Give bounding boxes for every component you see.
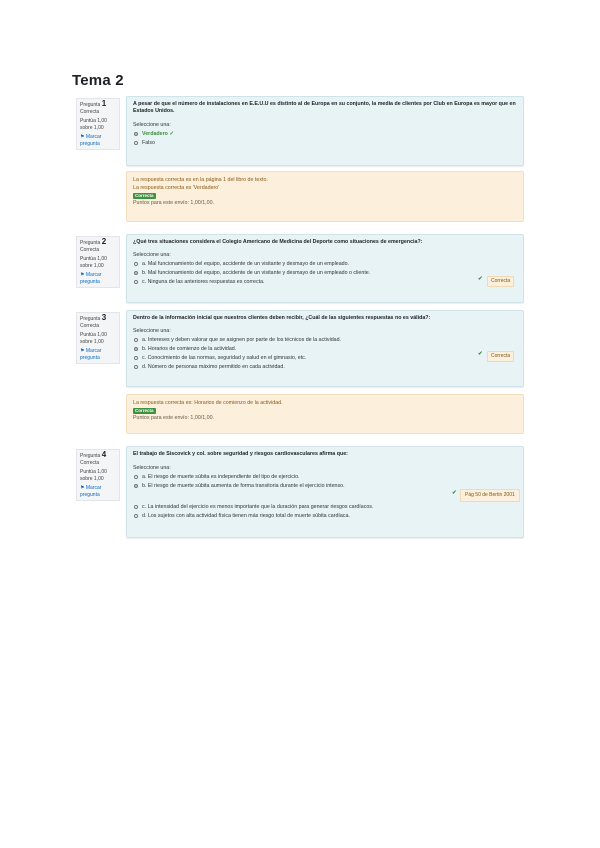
question-info-2	[76, 236, 120, 288]
answer-option[interactable]: Verdadero ✓	[133, 131, 517, 138]
radio-icon	[134, 356, 138, 360]
radio-icon	[134, 262, 138, 266]
question-text: El trabajo de Siscovick y col. sobre seguridad y riesgos cardiovasculares afirma que:	[133, 451, 348, 457]
question-status: Correcta	[80, 322, 100, 329]
answer-option[interactable]: c. La intensidad del ejercicio es menos importante que la duración para generar riesgos cardíacos.	[133, 504, 517, 511]
feedback-score: Puntos para este envío: 1,00/1,00.	[133, 200, 214, 206]
radio-icon	[134, 514, 138, 518]
question-box-4	[126, 446, 524, 538]
question-status: Correcta	[80, 246, 100, 253]
flag-icon: ⚑	[80, 272, 86, 278]
answer-option[interactable]: c. Conocimiento de las normas, seguridad y salud en el gimnasio, etc.	[133, 355, 517, 362]
question-box-3	[126, 310, 524, 387]
flag-icon: ⚑	[80, 348, 86, 354]
checkmark-icon: ✔	[478, 351, 483, 357]
flag-question-link[interactable]: ⚑ Marcar pregunta	[80, 348, 102, 361]
flag-question-link[interactable]: ⚑ Marcar pregunta	[80, 272, 102, 285]
feedback-box-1	[126, 171, 524, 222]
checkmark-icon: ✔	[478, 276, 483, 282]
answer-option[interactable]: Falso	[133, 140, 517, 147]
select-prompt: Seleccione una:	[133, 465, 171, 471]
radio-selected-icon	[134, 271, 138, 275]
answer-option[interactable]: d. Número de personas máximo permitido en cada actividad.	[133, 364, 517, 371]
question-status: Correcta	[80, 459, 100, 466]
select-prompt: Seleccione una:	[133, 328, 171, 334]
correct-tag: Correcta	[487, 351, 514, 362]
correct-badge: Correcta	[135, 408, 154, 413]
feedback-line: La respuesta correcta es: Horarios de comienzo de la actividad.	[133, 400, 283, 406]
flag-question-link[interactable]: ⚑ Marcar pregunta	[80, 485, 102, 498]
question-number: Pregunta 4	[80, 450, 107, 459]
answer-option[interactable]: c. Ninguna de las anteriores respuestas es correcta.	[133, 279, 517, 286]
question-status: Correcta	[80, 108, 100, 115]
feedback-line: La respuesta correcta es en la página 1 del libro de texto.	[133, 177, 268, 183]
correct-badge: Correcta	[135, 193, 154, 198]
question-score: Puntúa 1,00 sobre 1,00	[80, 118, 107, 131]
radio-selected-icon	[134, 132, 138, 136]
question-number: Pregunta 3	[80, 313, 107, 322]
question-text: A pesar de que el número de instalaciones en E.E.U.U es distinto al de Europa en su conjunto, la media de clientes por Club en Europa es mayor que en Estados Unidos.	[133, 101, 516, 114]
question-info-1	[76, 98, 120, 150]
question-text: ¿Qué tres situaciones considera el Colegio Americano de Medicina del Deporte como situaciones de emergencia?:	[133, 239, 423, 245]
radio-icon	[134, 280, 138, 284]
answer-option[interactable]: a. El riesgo de muerte súbita es independiente del tipo de ejercicio.	[133, 474, 517, 481]
answer-option[interactable]: a. Intereses y deben valorar que se asignen por parte de los técnicos de la actividad.	[133, 337, 517, 344]
select-prompt: Seleccione una:	[133, 252, 171, 258]
question-number: Pregunta 2	[80, 237, 107, 246]
radio-icon	[134, 505, 138, 509]
flag-icon: ⚑	[80, 134, 86, 140]
correct-tag: Correcta	[487, 276, 514, 287]
feedback-tag: Pág 50 de Bertin 2001	[460, 489, 520, 502]
answer-option[interactable]: b. Horarios de comienzo de la actividad.	[133, 346, 517, 353]
question-score: Puntúa 1,00 sobre 1,00	[80, 469, 107, 482]
page-title: Tema 2	[72, 72, 124, 89]
feedback-score: Puntos para este envío: 1,00/1,00.	[133, 415, 214, 421]
question-score: Puntúa 1,00 sobre 1,00	[80, 332, 107, 345]
question-score: Puntúa 1,00 sobre 1,00	[80, 256, 107, 269]
question-info-4	[76, 449, 120, 501]
answer-option[interactable]: b. El riesgo de muerte súbita aumenta de forma transitoria durante el ejercicio intenso.	[133, 483, 517, 490]
select-prompt: Seleccione una:	[133, 122, 171, 128]
feedback-line: La respuesta correcta es 'Verdadero'	[133, 185, 220, 191]
radio-selected-icon	[134, 347, 138, 351]
question-box-1	[126, 96, 524, 166]
answer-option[interactable]: a. Mal funcionamiento del equipo, accidente de un visitante y desmayo de un empleado.	[133, 261, 517, 268]
question-info-3	[76, 312, 120, 364]
feedback-box-3	[126, 394, 524, 434]
answer-option[interactable]: d. Los sujetos con alta actividad física tienen más riesgo total de muerte súbita cardíaca.	[133, 513, 517, 520]
radio-icon	[134, 338, 138, 342]
radio-icon	[134, 141, 138, 145]
question-text: Dentro de la información inicial que nuestros clientes deben recibir, ¿Cuál de las siguientes respuestas no es válida?:	[133, 315, 431, 321]
radio-icon	[134, 475, 138, 479]
question-box-2	[126, 234, 524, 303]
answer-option[interactable]: b. Mal funcionamiento del equipo, accidente de un visitante y desmayo de un empleado o cliente.	[133, 270, 517, 277]
flag-question-link[interactable]: ⚑ Marcar pregunta	[80, 134, 102, 147]
flag-icon: ⚑	[80, 485, 86, 491]
checkmark-icon: ✔	[452, 490, 457, 496]
question-number: Pregunta 1	[80, 99, 107, 108]
radio-icon	[134, 365, 138, 369]
radio-selected-icon	[134, 484, 138, 488]
